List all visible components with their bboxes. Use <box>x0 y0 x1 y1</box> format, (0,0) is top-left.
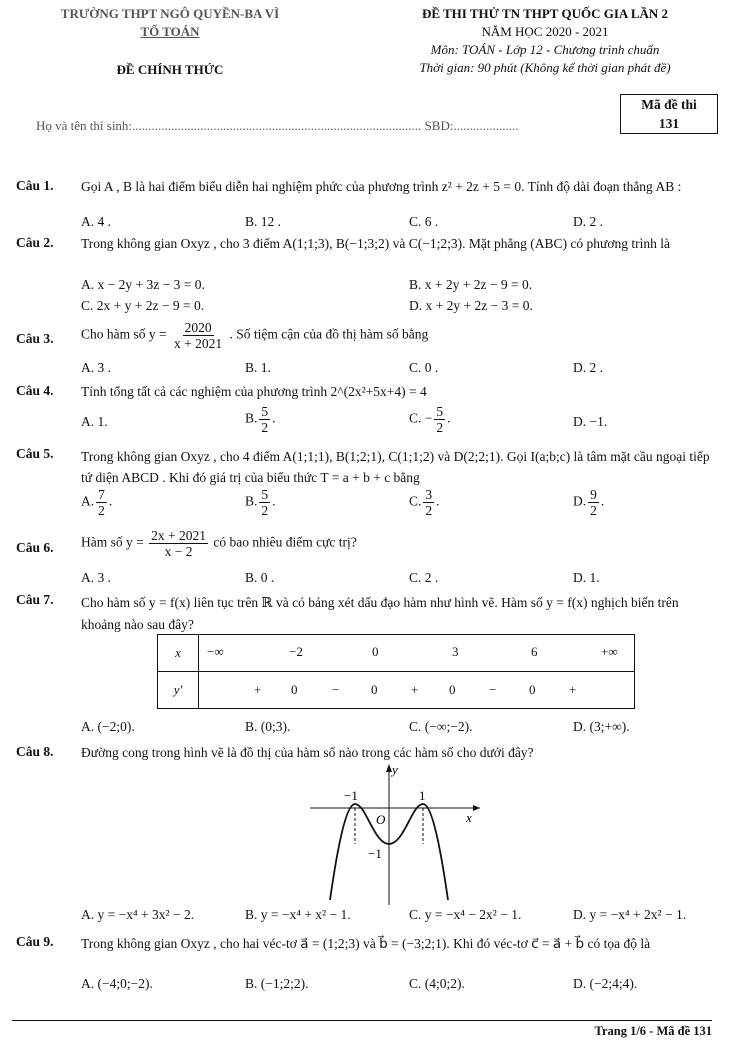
question-number: Câu 5. <box>16 446 54 461</box>
question-text: Trong không gian Oxyz , cho 4 điểm A(1;1;1), B(1;2;1), C(1;1;2) và D(2;2;1). Gọi I(a;b;c) là tâm mặt cầu ngoại tiếp tứ diện ABCD . Khi đó giá trị của biểu thức T = a + b + c bằng <box>81 449 710 485</box>
question-text: Gọi A , B là hai điểm biểu diễn hai nghiệm phức của phương trình z² + 2z + 5 = 0. Tính độ dài đoạn thẳng AB : <box>81 179 682 194</box>
official-label: ĐỀ CHÍNH THỨC <box>116 62 224 77</box>
candidate-line: Họ và tên thí sinh:......................................................................................... SBD:.................... <box>36 118 519 133</box>
fraction: $\frac{2x + 2021}{x - 2}$ <box>151 528 206 559</box>
option-b: B. $\frac{5}{2}$ . <box>245 404 276 435</box>
option-a: A. (−4;0;−2). <box>81 976 153 991</box>
exam-code-box <box>620 94 718 134</box>
footer-divider <box>12 1020 712 1021</box>
question-text: Đường cong trong hình vẽ là đồ thị của hàm số nào trong các hàm số cho dưới đây? <box>81 745 534 760</box>
sign-table-x-label: x <box>158 635 199 672</box>
option-b: B. 0 . <box>245 570 275 585</box>
option-a: A. 3 . <box>81 570 111 585</box>
option-a: A. $\frac{7}{2}$ . <box>81 487 113 518</box>
question-number: Câu 1. <box>16 178 54 193</box>
option-c: C. − $\frac{5}{2}$ . <box>409 404 451 435</box>
question-number: Câu 6. <box>16 540 54 555</box>
option-a: A. 1. <box>81 414 108 429</box>
question-number: Câu 4. <box>16 383 54 398</box>
option-d: D. (3;+∞). <box>573 719 630 734</box>
exam-title: ĐỀ THI THỬ TN THPT QUỐC GIA LẦN 2 <box>421 6 669 21</box>
option-a: A. (−2;0). <box>81 719 135 734</box>
option-d: D. 1. <box>573 570 600 585</box>
option-b: B. (0;3). <box>245 719 291 734</box>
graph-y-label: y <box>392 762 398 777</box>
option-d: D. $\frac{9}{2}$ . <box>573 487 605 518</box>
option-c: C. 2 . <box>409 570 439 585</box>
graph-origin: O <box>376 812 386 827</box>
sign-table-y-label: y′ <box>158 672 199 709</box>
question-text: Tính tổng tất cả các nghiệm của phương trình 2^(2x²+5x+4) = 4 <box>81 384 427 399</box>
option-a: A. 3 . <box>81 360 111 375</box>
question-number: Câu 7. <box>16 592 54 607</box>
question-text: Cho hàm số y = f(x) liên tục trên ℝ và có bảng xét dấu đạo hàm như hình vẽ. Hàm số y = f(x) nghịch biến trên khoảng nào sau đây? <box>81 595 679 632</box>
option-d: D. 2 . <box>573 214 603 229</box>
question-text: Trong không gian Oxyz , cho 3 điểm A(1;1;3), B(−1;3;2) và C(−1;2;3). Mặt phẳng (ABC) có phương trình là <box>81 236 670 251</box>
option-d: D. −1. <box>573 414 608 429</box>
graph-tick-y-neg1: −1 <box>368 846 382 861</box>
sign-table-y-row: + 0 − 0 + 0 − 0 + <box>199 672 635 709</box>
option-c: C. y = −x⁴ − 2x² − 1. <box>409 907 522 922</box>
subject-line: Môn: TOÁN - Lớp 12 - Chương trình chuẩn <box>430 42 660 57</box>
option-b: B. y = −x⁴ + x² − 1. <box>245 907 351 922</box>
option-c: C. 0 . <box>409 360 439 375</box>
sign-table-x-row: −∞ −2 0 3 6 +∞ <box>199 635 635 672</box>
question-number: Câu 8. <box>16 744 54 759</box>
question-text: Trong không gian Oxyz , cho hai véc-tơ a⃗ = (1;2;3) và b⃗ = (−3;2;1). Khi đó véc-tơ c⃗ = a⃗ + b⃗ có tọa độ là <box>81 936 651 951</box>
group-name: TỔ TOÁN <box>140 24 200 39</box>
option-d: D. (−2;4;4). <box>573 976 638 991</box>
option-b: B. (−1;2;2). <box>245 976 309 991</box>
school-year: NĂM HỌC 2020 - 2021 <box>481 24 609 39</box>
option-b: B. 12 . <box>245 214 282 229</box>
option-a: A. 4 . <box>81 214 111 229</box>
option-c: C. $\frac{3}{2}$ . <box>409 487 440 518</box>
option-d: D. 2 . <box>573 360 603 375</box>
graph-tick-x-pos1: 1 <box>419 788 426 803</box>
question-text: Hàm số y = $\frac{2x + 2021}{x - 2}$ có bao nhiêu điểm cực trị? <box>81 528 357 559</box>
exam-code-label: Mã đề thi <box>641 97 697 112</box>
option-d: D. y = −x⁴ + 2x² − 1. <box>573 907 687 922</box>
function-graph <box>300 760 490 908</box>
option-b: B. x + 2y + 2z − 9 = 0. <box>409 277 533 292</box>
option-c: C. 2x + y + 2z − 9 = 0. <box>81 298 205 313</box>
page-footer: Trang 1/6 - Mã đề 131 <box>594 1024 712 1038</box>
option-c: C. (4;0;2). <box>409 976 465 991</box>
question-number: Câu 9. <box>16 934 54 949</box>
option-b: B. $\frac{5}{2}$ . <box>245 487 276 518</box>
question-number: Câu 2. <box>16 235 54 250</box>
option-c: C. (−∞;−2). <box>409 719 473 734</box>
option-b: B. 1. <box>245 360 271 375</box>
graph-tick-x-neg1: −1 <box>344 788 358 803</box>
option-c: C. 6 . <box>409 214 439 229</box>
fraction: $\frac{2020}{x + 2021}$ <box>174 320 223 351</box>
graph-x-label: x <box>466 810 472 825</box>
sign-table <box>157 634 635 709</box>
question-text: Cho hàm số y = $\frac{2020}{x + 2021}$ . Số tiệm cận của đồ thị hàm số bằng <box>81 320 429 351</box>
option-d: D. x + 2y + 2z − 3 = 0. <box>409 298 533 313</box>
exam-code-value: 131 <box>658 116 680 131</box>
school-name: TRƯỜNG THPT NGÔ QUYỀN-BA VÌ <box>60 6 280 21</box>
option-a: A. x − 2y + 3z − 3 = 0. <box>81 277 205 292</box>
question-number: Câu 3. <box>16 331 54 346</box>
option-a: A. y = −x⁴ + 3x² − 2. <box>81 907 195 922</box>
time-line: Thời gian: 90 phút (Không kể thời gian phát đề) <box>419 60 671 75</box>
